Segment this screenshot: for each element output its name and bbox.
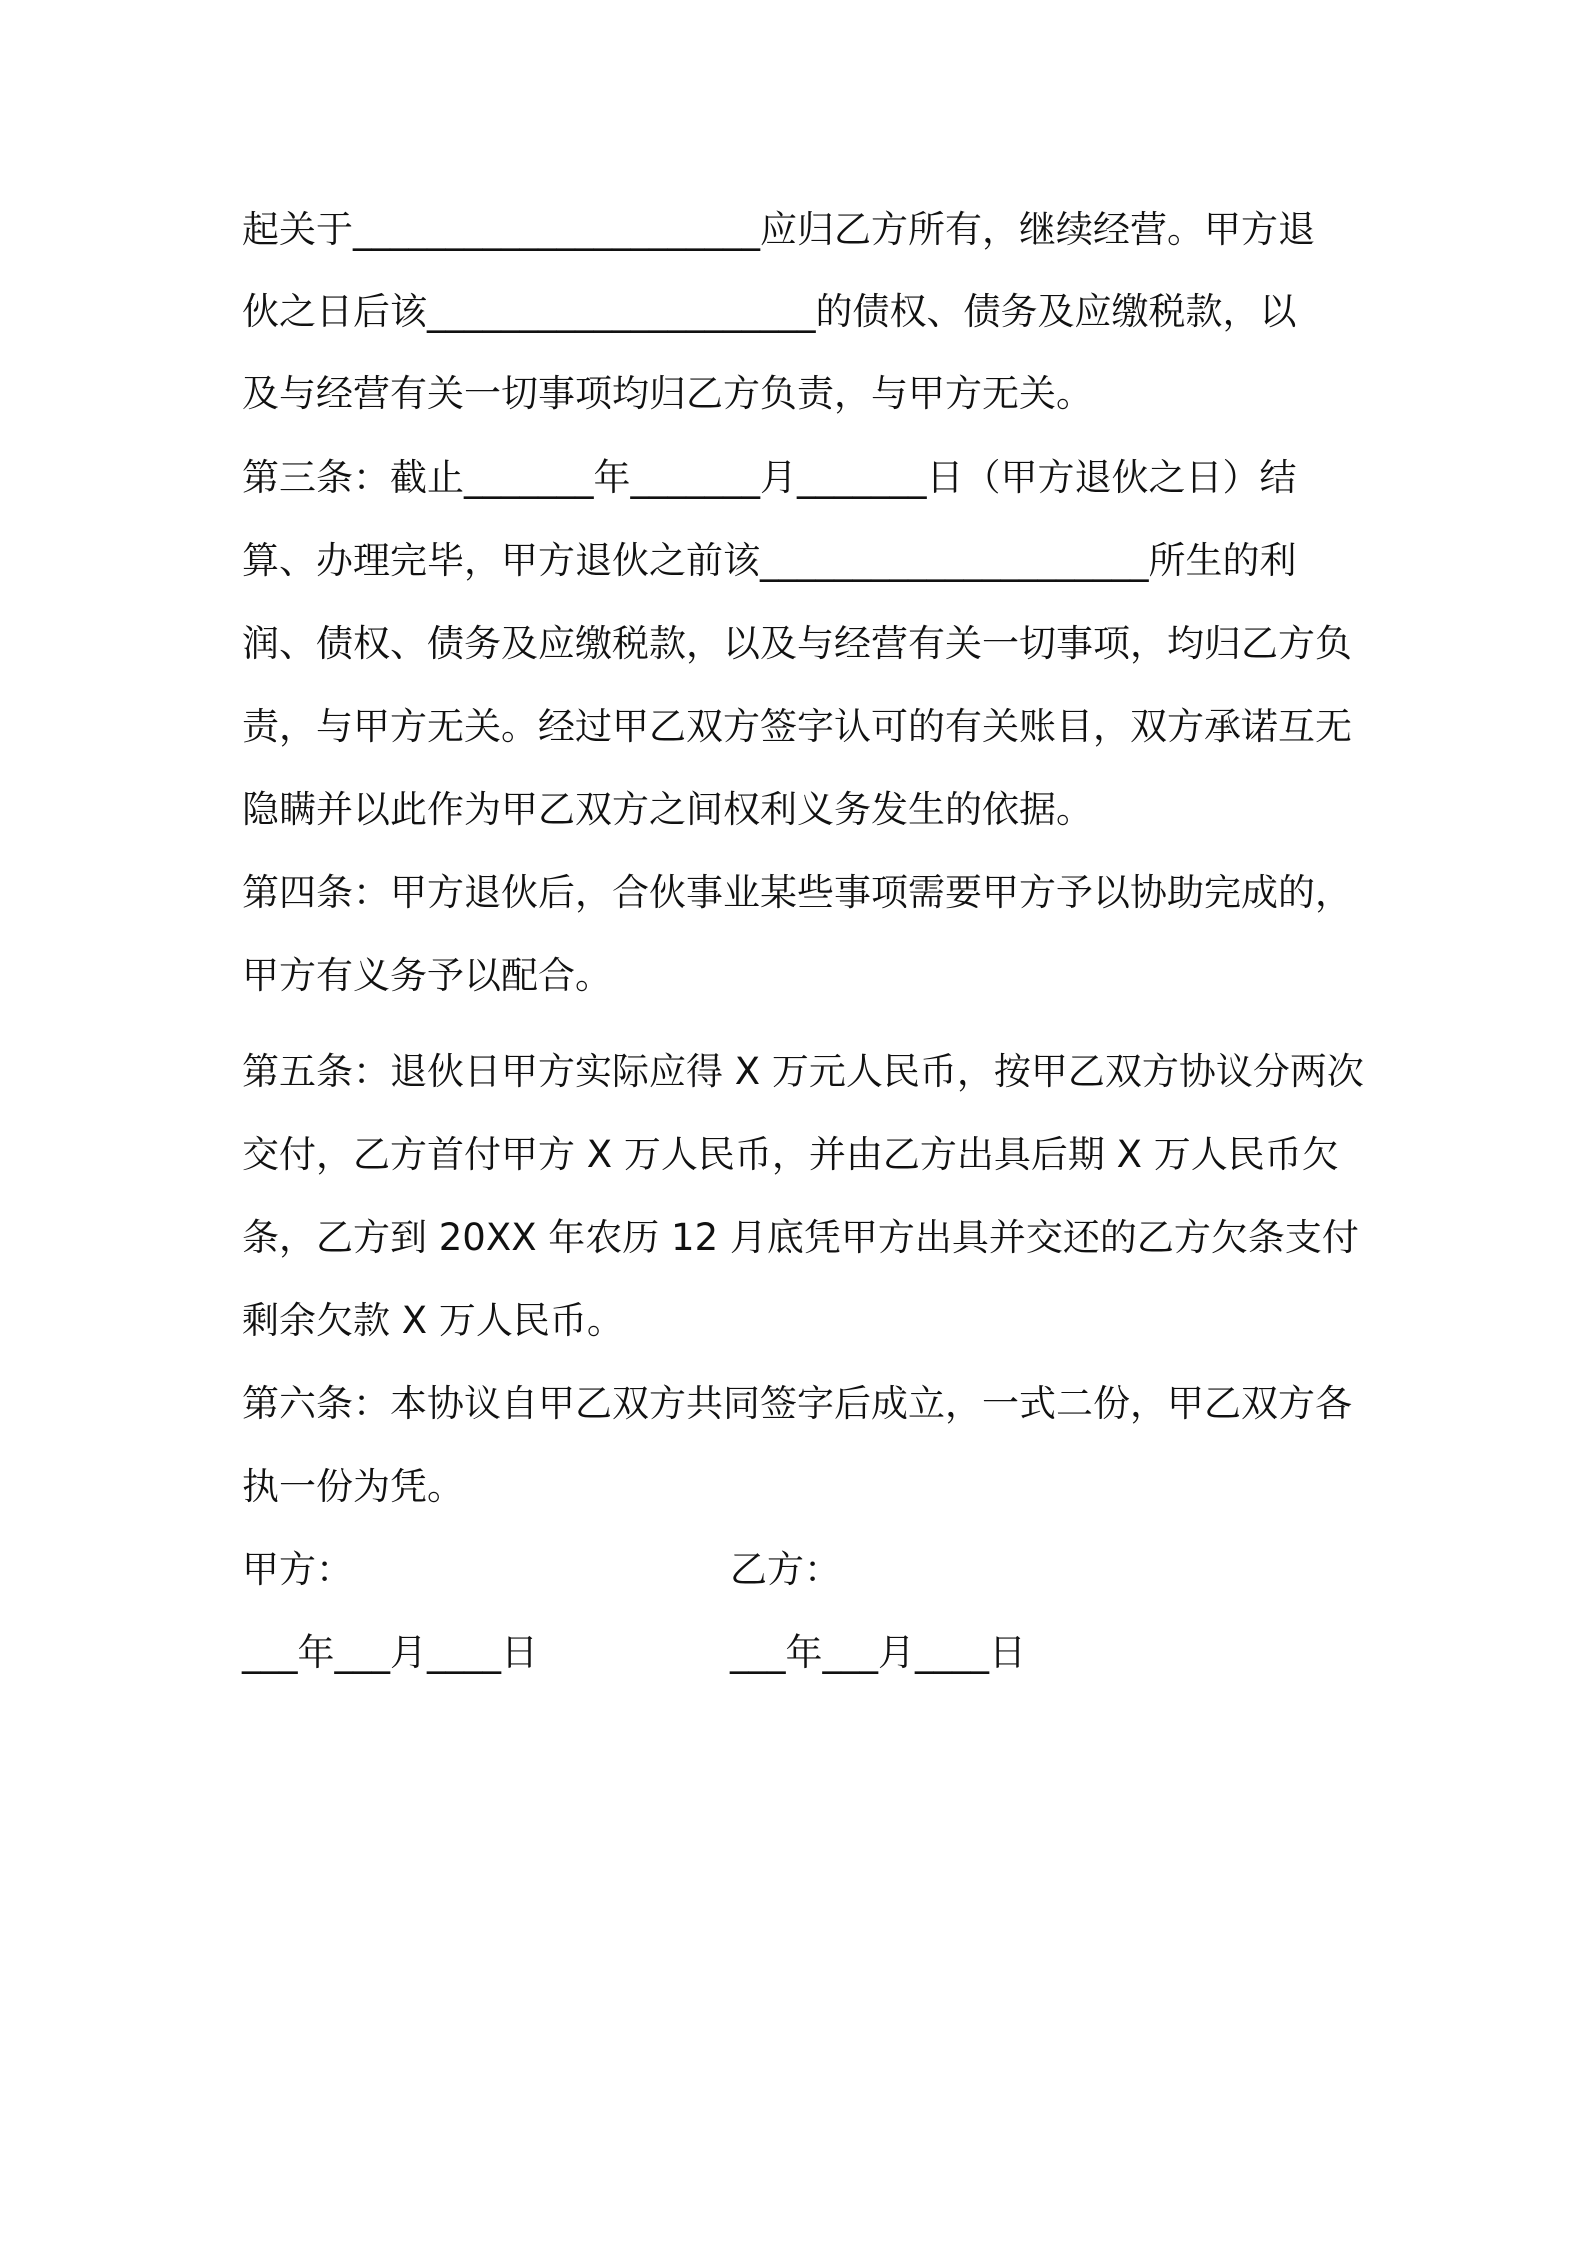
text-line: 算、办理完毕，甲方退伙之前该_____________________所生的利 xyxy=(242,539,1297,582)
party-b-date: ___年___月____日 xyxy=(730,1631,1026,1674)
article-3-line: 第三条：截止_______年_______月_______日（甲方退伙之日）结 xyxy=(242,456,1297,499)
text-line: 起关于______________________应归乙方所有，继续经营。甲方退 xyxy=(242,208,1315,251)
text-line: 责，与甲方无关。经过甲乙双方签字认可的有关账目，双方承诺互无 xyxy=(242,705,1352,748)
party-b-label: 乙方： xyxy=(730,1548,841,1591)
text-line: 执一份为凭。 xyxy=(242,1465,464,1508)
text-line: 隐瞒并以此作为甲乙双方之间权利义务发生的依据。 xyxy=(242,788,1093,831)
text-line: 伙之日后该_____________________的债权、债务及应缴税款，以 xyxy=(242,290,1297,333)
text-line: 条，乙方到 20XX 年农历 12 月底凭甲方出具并交还的乙方欠条支付 xyxy=(242,1216,1359,1259)
party-a-date: ___年___月____日 xyxy=(242,1631,538,1674)
article-5-line: 第五条：退伙日甲方实际应得 X 万元人民币，按甲乙双方协议分两次 xyxy=(242,1050,1364,1093)
article-4-line: 第四条：甲方退伙后，合伙事业某些事项需要甲方予以协助完成的， xyxy=(242,871,1352,914)
text-line: 及与经营有关一切事项均归乙方负责，与甲方无关。 xyxy=(242,372,1093,415)
text-line: 交付，乙方首付甲方 X 万人民币，并由乙方出具后期 X 万人民币欠 xyxy=(242,1133,1339,1176)
text-line: 润、债权、债务及应缴税款，以及与经营有关一切事项，均归乙方负 xyxy=(242,622,1352,665)
text-line: 剩余欠款 X 万人民币。 xyxy=(242,1299,624,1342)
text-line: 甲方有义务予以配合。 xyxy=(242,954,612,997)
article-6-line: 第六条：本协议自甲乙双方共同签字后成立，一式二份，甲乙双方各 xyxy=(242,1382,1352,1425)
party-a-label: 甲方： xyxy=(242,1548,353,1591)
